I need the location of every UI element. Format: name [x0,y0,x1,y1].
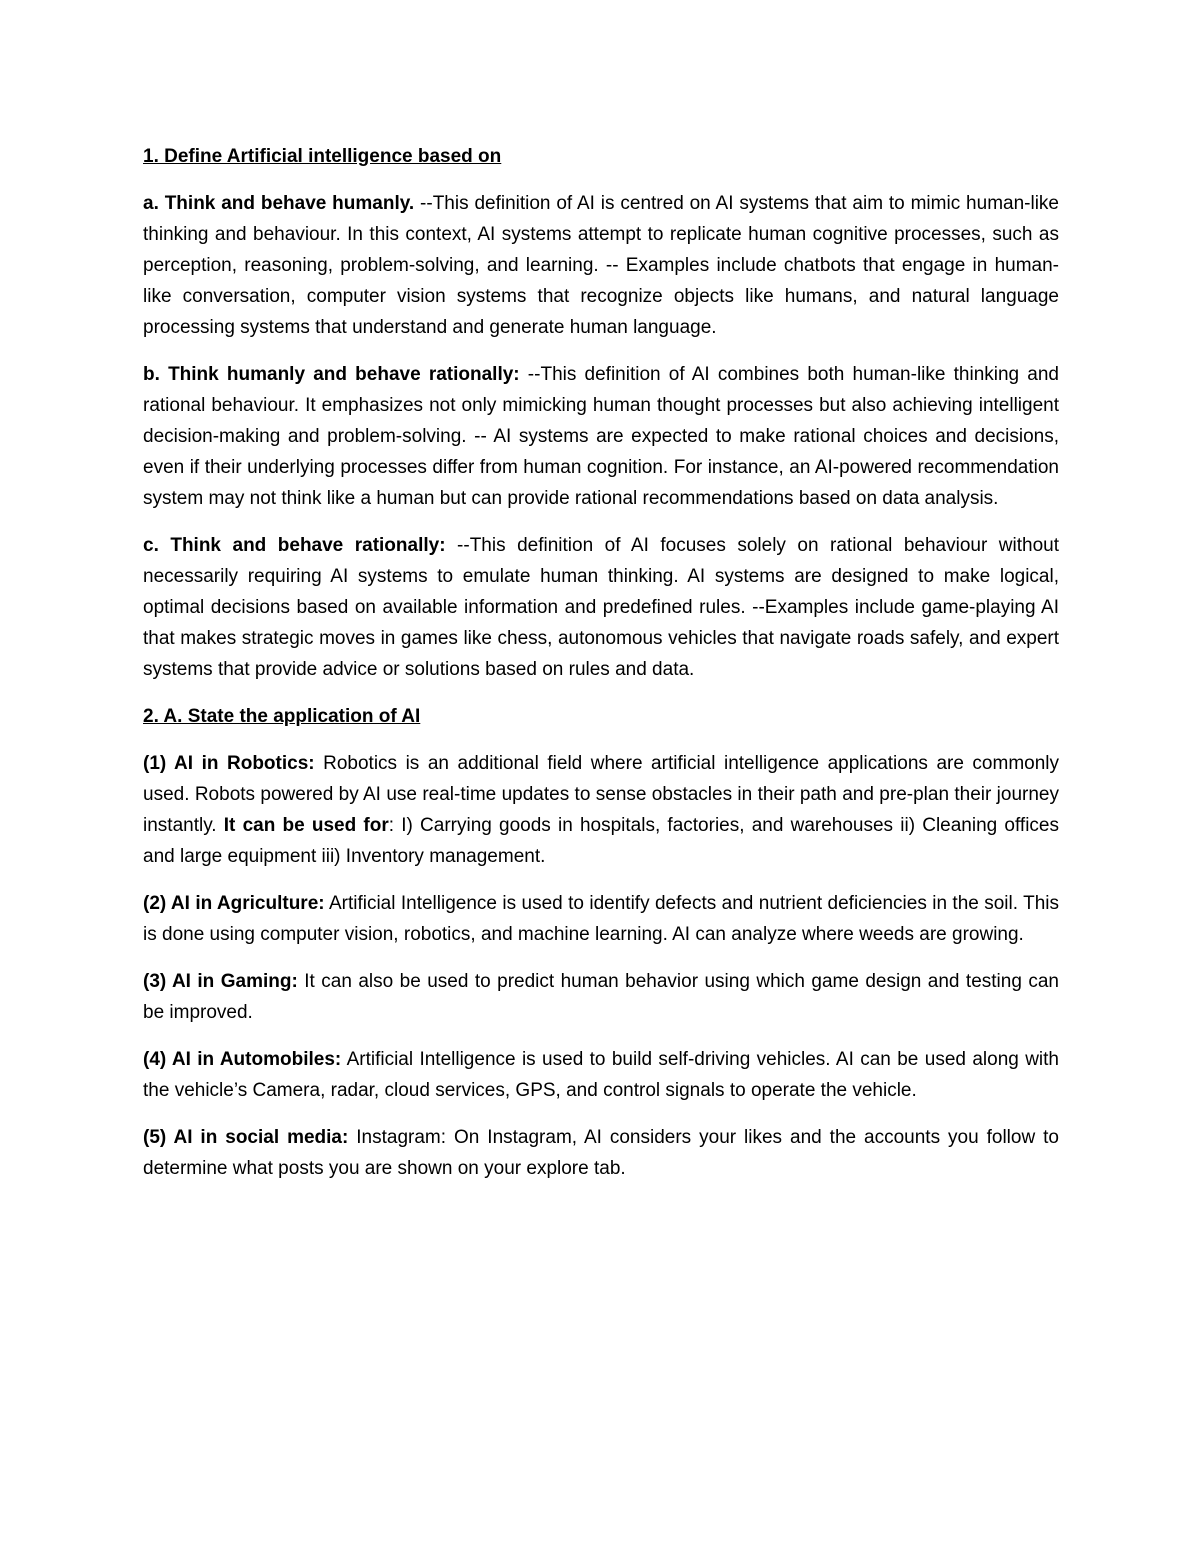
section-1-heading: 1. Define Artificial intelligence based on [143,146,502,167]
section-2-heading: 2. A. State the application of AI [143,706,421,727]
application-social-media-body: Instagram: On Instagram, AI considers your likes and the accounts you follow to determine what posts you are shown on your explore tab. [143,1127,1059,1179]
application-automobiles-body: Artificial Intelligence is used to build self-driving vehicles. AI can be used along with the vehicle’s Camera, radar, cloud services, GPS, and control signals to operate the vehicle. [143,1049,1059,1101]
application-agriculture-body: Artificial Intelligence is used to identify defects and nutrient deficiencies in the soil. This is done using computer vision, robotics, and machine learning. AI can analyze where weeds are growing. [143,893,1059,945]
application-social-media-lead: (5) AI in social media: [143,1127,349,1148]
application-social-media [143,1122,1059,1184]
application-gaming [143,966,1059,1028]
application-robotics [143,748,1059,872]
application-automobiles [143,1044,1059,1106]
application-robotics-lead: (1) AI in Robotics: [143,753,315,774]
definition-c [143,530,1059,685]
definition-c-lead: c. Think and behave rationally: [143,535,446,556]
application-gaming-lead: (3) AI in Gaming: [143,971,298,992]
application-automobiles-lead: (4) AI in Automobiles: [143,1049,342,1070]
definition-c-body: --This definition of AI focuses solely on rational behaviour without necessarily requiring AI systems to emulate human thinking. AI systems are designed to make logical, optimal decisions based on available information and predefined rules. --Examples include game-playing AI that makes strategic moves in games like chess, autonomous vehicles that navigate roads safely, and expert systems that provide advice or solutions based on rules and data. [143,535,1059,680]
definition-b [143,359,1059,514]
application-robotics-body-2: : I) Carrying goods in hospitals, factories, and warehouses ii) Cleaning offices and large equipment iii) Inventory management. [143,815,1059,867]
document-page [143,141,1059,1200]
definition-a-body: --This definition of AI is centred on AI systems that aim to mimic human-like thinking and behaviour. In this context, AI systems attempt to replicate human cognitive processes, such as perception, reasoning, problem-solving, and learning. -- Examples include chatbots that engage in human-like conversation, computer vision systems that recognize objects like humans, and natural language processing systems that understand and generate human language. [143,193,1059,338]
application-agriculture-lead: (2) AI in Agriculture: [143,893,325,914]
definition-a-lead: a. Think and behave humanly. [143,193,415,214]
application-agriculture [143,888,1059,950]
application-robotics-body: Robotics is an additional field where artificial intelligence applications are commonly used. Robots powered by AI use real-time updates to sense obstacles in their path and pre-plan their journey instantly. [143,753,1060,836]
definition-b-body: --This definition of AI combines both human-like thinking and rational behaviour. It emphasizes not only mimicking human thought processes but also achieving intelligent decision-making and problem-solving. -- AI systems are expected to make rational choices and decisions, even if their underlying processes differ from human cognition. For instance, an AI-powered recommendation system may not think like a human but can provide rational recommendations based on data analysis. [143,364,1059,509]
definition-b-lead: b. Think humanly and behave rationally: [143,364,520,385]
application-gaming-body: It can also be used to predict human behavior using which game design and testing can be improved. [143,971,1059,1023]
definition-a [143,188,1059,343]
application-robotics-inline-bold: It can be used for [223,815,389,836]
